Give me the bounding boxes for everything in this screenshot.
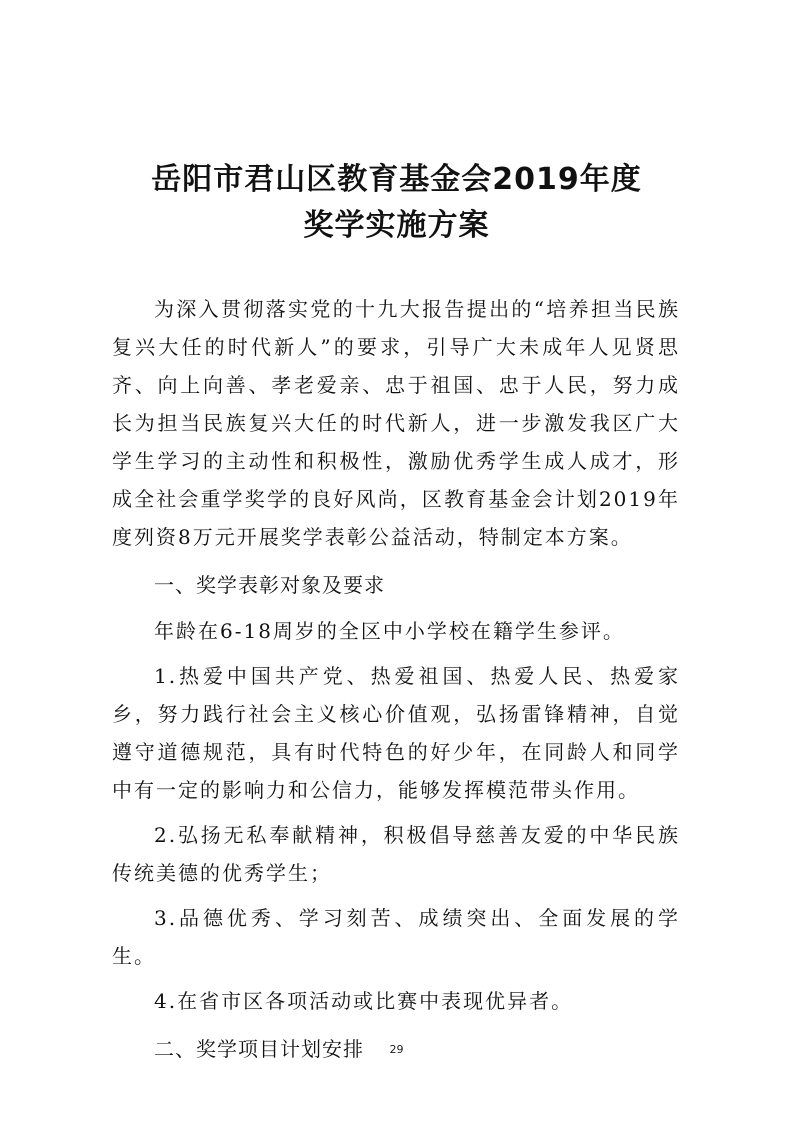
- page-number: 29: [389, 1043, 404, 1056]
- section1-item-2: 2.弘扬无私奉献精神，积极倡导慈善友爱的中华民族传统美德的优秀学生；: [112, 823, 680, 885]
- section1-heading: 一、奖学表彰对象及要求: [154, 573, 385, 597]
- section1-item-1: 1.热爱中国共产党、热爱祖国、热爱人民、热爱家乡，努力践行社会主义核心价值观，弘扬雷锋精神，自觉遵守道德规范，具有时代特色的好少年，在同龄人和同学中有一定的影响力和公信力，能够发挥模范带头作用。: [112, 664, 680, 802]
- section2-heading: 二、奖学项目计划安排: [154, 1037, 364, 1061]
- section1-item-3: 3.品德优秀、学习刻苦、成绩突出、全面发展的学生。: [112, 906, 680, 968]
- document-title-line1: 岳阳市君山区教育基金会2019年度: [151, 162, 642, 197]
- section1-item-4: 4.在省市区各项活动或比赛中表现优异者。: [154, 989, 574, 1013]
- document-body: [112, 290, 680, 1068]
- intro-paragraph: 为深入贯彻落实党的十九大报告提出的“培养担当民族复兴大任的时代新人”的要求，引导广大未成年人见贤思齐、向上向善、孝老爱亲、忠于祖国、忠于人民，努力成长为担当民族复兴大任的时代新人，进一步激发我区广大学生学习的主动性和积极性，激励优秀学生成人成才，形成全社会重学奖学的良好风尚，区教育基金会计划2019年度列资8万元开展奖学表彰公益活动，特制定本方案。: [112, 297, 680, 549]
- document-title-line2: 奖学实施方案: [303, 208, 490, 243]
- section1-intro: 年龄在6-18周岁的全区中小学校在籍学生参评。: [154, 619, 625, 643]
